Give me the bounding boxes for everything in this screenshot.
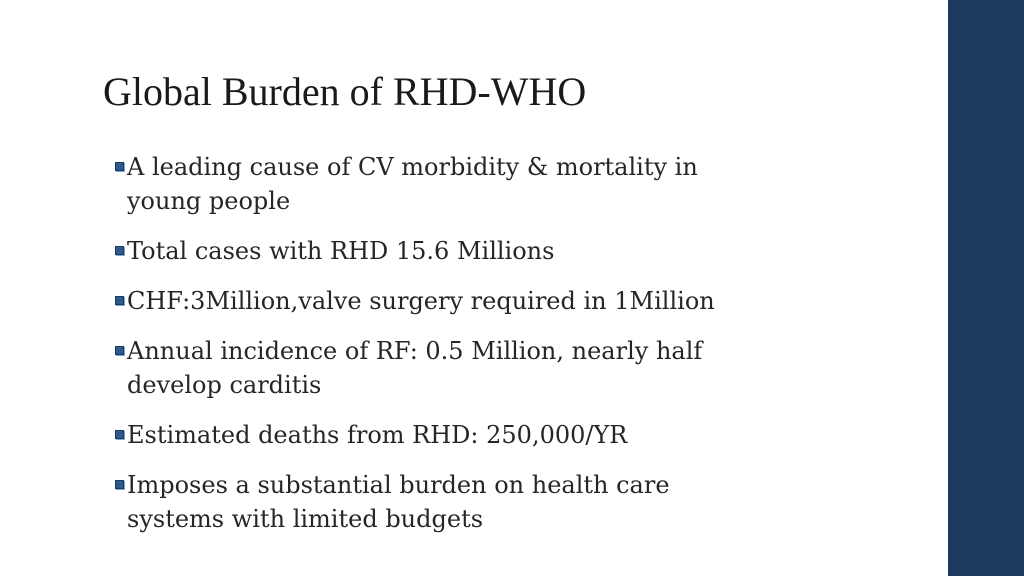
bullet-text: CHF:3Million,valve surgery required in 1Million [127,287,715,315]
bullet-text: A leading cause of CV morbidity & mortality in [127,153,698,181]
square-bullet-icon [115,480,124,489]
bullet-item [111,150,831,218]
bullet-item [111,418,831,452]
bullet-text-continuation: young people [127,187,291,215]
square-bullet-icon [115,162,124,171]
square-bullet-icon [115,296,124,305]
bullet-list [111,150,831,552]
bullet-text-continuation: systems with limited budgets [127,505,484,533]
accent-side-bar [948,0,1024,576]
square-bullet-icon [115,246,124,255]
square-bullet-icon [115,430,124,439]
bullet-text: Imposes a substantial burden on health care [127,471,670,499]
bullet-text-continuation: develop carditis [127,371,322,399]
bullet-item [111,468,831,536]
bullet-text: Estimated deaths from RHD: 250,000/YR [127,421,628,449]
bullet-text: Annual incidence of RF: 0.5 Million, nearly half [127,337,703,365]
square-bullet-icon [115,346,124,355]
bullet-item [111,334,831,402]
bullet-item [111,234,831,268]
slide-title: Global Burden of RHD-WHO [103,69,587,114]
bullet-text: Total cases with RHD 15.6 Millions [127,237,555,265]
bullet-item [111,284,831,318]
